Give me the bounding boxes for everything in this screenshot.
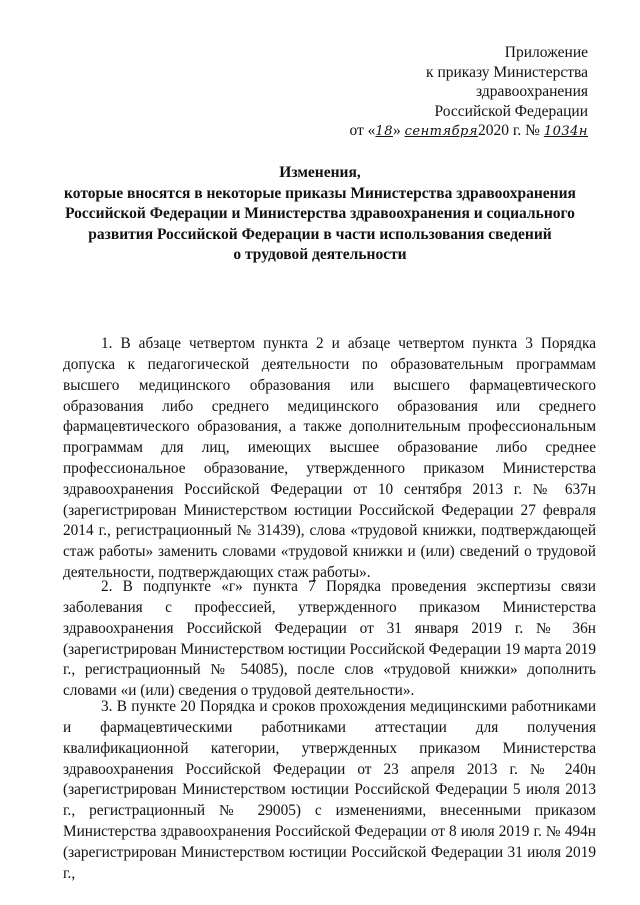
date-year: 2020 г. № bbox=[477, 122, 544, 139]
title-line-4: развития Российской Федерации в части использования сведений bbox=[88, 225, 552, 243]
document-title bbox=[40, 163, 600, 266]
appendix-ministry: здравоохранения bbox=[476, 83, 588, 100]
date-prefix: от « bbox=[349, 122, 376, 139]
date-mid: » bbox=[392, 122, 405, 139]
date-month-handwritten: сентября bbox=[404, 124, 478, 139]
title-line-2: которые вносятся в некоторые приказы Министерства здравоохранения bbox=[64, 184, 576, 202]
title-line-3: Российской Федерации и Министерства здравоохранения и социального bbox=[65, 205, 575, 222]
appendix-header bbox=[349, 43, 588, 142]
title-line-1: Изменения, bbox=[279, 164, 361, 181]
order-number-handwritten: 1034н bbox=[543, 124, 588, 139]
paragraph-1: 1. В абзаце четвертом пункта 2 и абзаце четвертом пункта 3 Порядка допуска к педагогической деятельности по образовательным программам высшего медицинского образования или высшего фармацевтического образования либо среднего медицинского образования или среднего фармацевтического образования, а также дополнительным профессиональным программам для лиц, имеющих высшее образование либо среднее профессиональное образование, утвержденного приказом Министерства здравоохранения Российской Федерации от 10 сентября 2013 г. № 637н (зарегистрирован Министерством юстиции Российской Федерации 27 февраля 2014 г., регистрационный № 31439), слова «трудовой книжки, подтверждающей стаж работы» заменить словами «трудовой книжки и (или) сведений о трудовой деятельности, подтверждающих стаж работы». bbox=[63, 335, 596, 582]
appendix-label: Приложение bbox=[504, 44, 588, 61]
appendix-country: Российской Федерации bbox=[434, 102, 588, 120]
paragraph-2: 2. В подпункте «г» пункта 7 Порядка проведения экспертизы связи заболевания с профессией, утвержденного приказом Министерства здравоохранения Российской Федерации от 31 января 2019 г. № 36н (зарегистрирован Министерством юстиции Российской Федерации 19 марта 2019 г., регистрационный № 54085), после слов «трудовой книжки» дополнить словами «и (или) сведения о трудовой деятельности». bbox=[63, 578, 596, 700]
date-day-handwritten: 18 bbox=[375, 124, 393, 139]
paragraph-3: 3. В пункте 20 Порядка и сроков прохождения медицинскими работниками и фармацевтическими работниками аттестации для получения квалификационной категории, утвержденных приказом Министерства здравоохранения Российской Федерации от 23 апреля 2013 г. № 240н (зарегистрирован Министерством юстиции Российской Федерации 5 июля 2013 г., регистрационный № 29005) с изменениями, внесенными приказом Министерства здравоохранения Российской Федерации от 8 июля 2019 г. № 494н (зарегистрирован Министерством юстиции Российской Федерации 31 июля 2019 г., bbox=[63, 698, 596, 882]
appendix-order-ref: к приказу Министерства bbox=[426, 63, 588, 81]
title-line-5: о трудовой деятельности bbox=[233, 246, 407, 263]
appendix-date-line bbox=[349, 121, 588, 142]
